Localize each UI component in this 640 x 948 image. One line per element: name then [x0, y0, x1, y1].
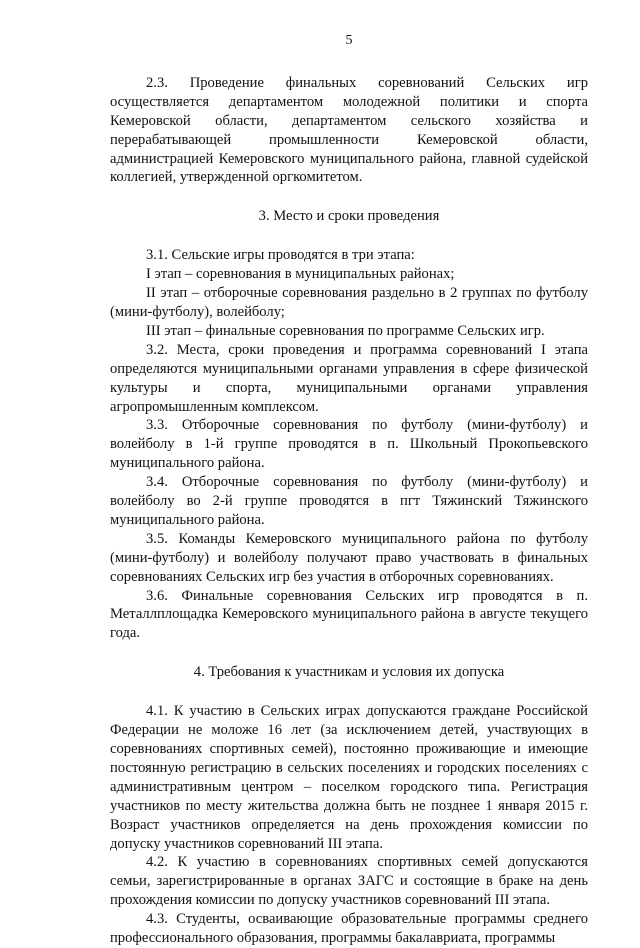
paragraph-3-3: 3.3. Отборочные соревнования по футболу (мини-футболу) и волейболу в 1-й группе проводятся в п. Школьный Прокопьевского муниципального района.	[110, 417, 588, 472]
paragraph-3-4: 3.4. Отборочные соревнования по футболу (мини-футболу) и волейболу во 2-й группе проводятся в пгт Тяжинский Тяжинского муниципального района.	[110, 474, 588, 528]
page-number: 5	[345, 33, 353, 48]
paragraph-3-6: 3.6. Финальные соревнования Сельских игр проводятся в п. Металлплощадка Кемеровского муниципального района в августе текущего года.	[110, 587, 588, 642]
paragraph-2-3: 2.3. Проведение финальных соревнований Сельских игр осуществляется департаментом молодежной политики и спорта Кемеровской области, департаментом сельского хозяйства и перерабатывающей промышленности Кемеровской области, администрацией Кемеровского муниципального района, главной судейской коллегией, утвержденной оргкомитетом.	[110, 74, 588, 186]
section-3-heading: 3. Место и сроки проведения	[258, 208, 440, 225]
paragraph-3-1: 3.1. Сельские игры проводятся в три этапа:	[146, 247, 415, 264]
paragraph-4-2: 4.2. К участию в соревнованиях спортивных семей допускаются семьи, зарегистрированные в органах ЗАГС и состоящие в браке на день прохождения комиссии по допуску участников соревнований III этапа.	[110, 854, 588, 909]
section-4-heading: 4. Требования к участникам и условия их допуска	[193, 664, 505, 681]
stage-3-line: III этап – финальные соревнования по программе Сельских игр.	[146, 322, 545, 339]
stage-1-line: I этап – соревнования в муниципальных районах;	[146, 266, 455, 283]
paragraph-3-2: 3.2. Места, сроки проведения и программа соревнований I этапа определяются муниципальными органами управления в сфере физической культуры и спорта, муниципальными органами управления агропромышленным комплексом.	[110, 341, 588, 415]
document-page	[110, 32, 588, 948]
paragraph-3-5: 3.5. Команды Кемеровского муниципального района по футболу (мини-футболу) и волейболу получают право участвовать в финальных соревнованиях Сельских игр без участия в отборочных соревнованиях.	[110, 530, 588, 585]
paragraph-4-3: 4.3. Студенты, осваивающие образовательные программы среднего профессионального образования, программы бакалавриата, программы	[110, 911, 588, 947]
paragraph-4-1: 4.1. К участию в Сельских играх допускаются граждане Российской Федерации не моложе 16 лет (за исключением детей, участвующих в соревнованиях спортивных семей), постоянно проживающие и имеющие постоянную регистрацию в сельских поселениях и городских поселениях с административным центром – поселком городского типа. Регистрация участников по месту жительства должна быть не позднее 1 января 2015 г. Возраст участников определяется на день прохождения комиссии по допуску участников соревнований III этапа.	[110, 703, 588, 852]
stage-2-line: II этап – отборочные соревнования раздельно в 2 группах по футболу (мини-футболу), волейболу;	[110, 285, 588, 320]
